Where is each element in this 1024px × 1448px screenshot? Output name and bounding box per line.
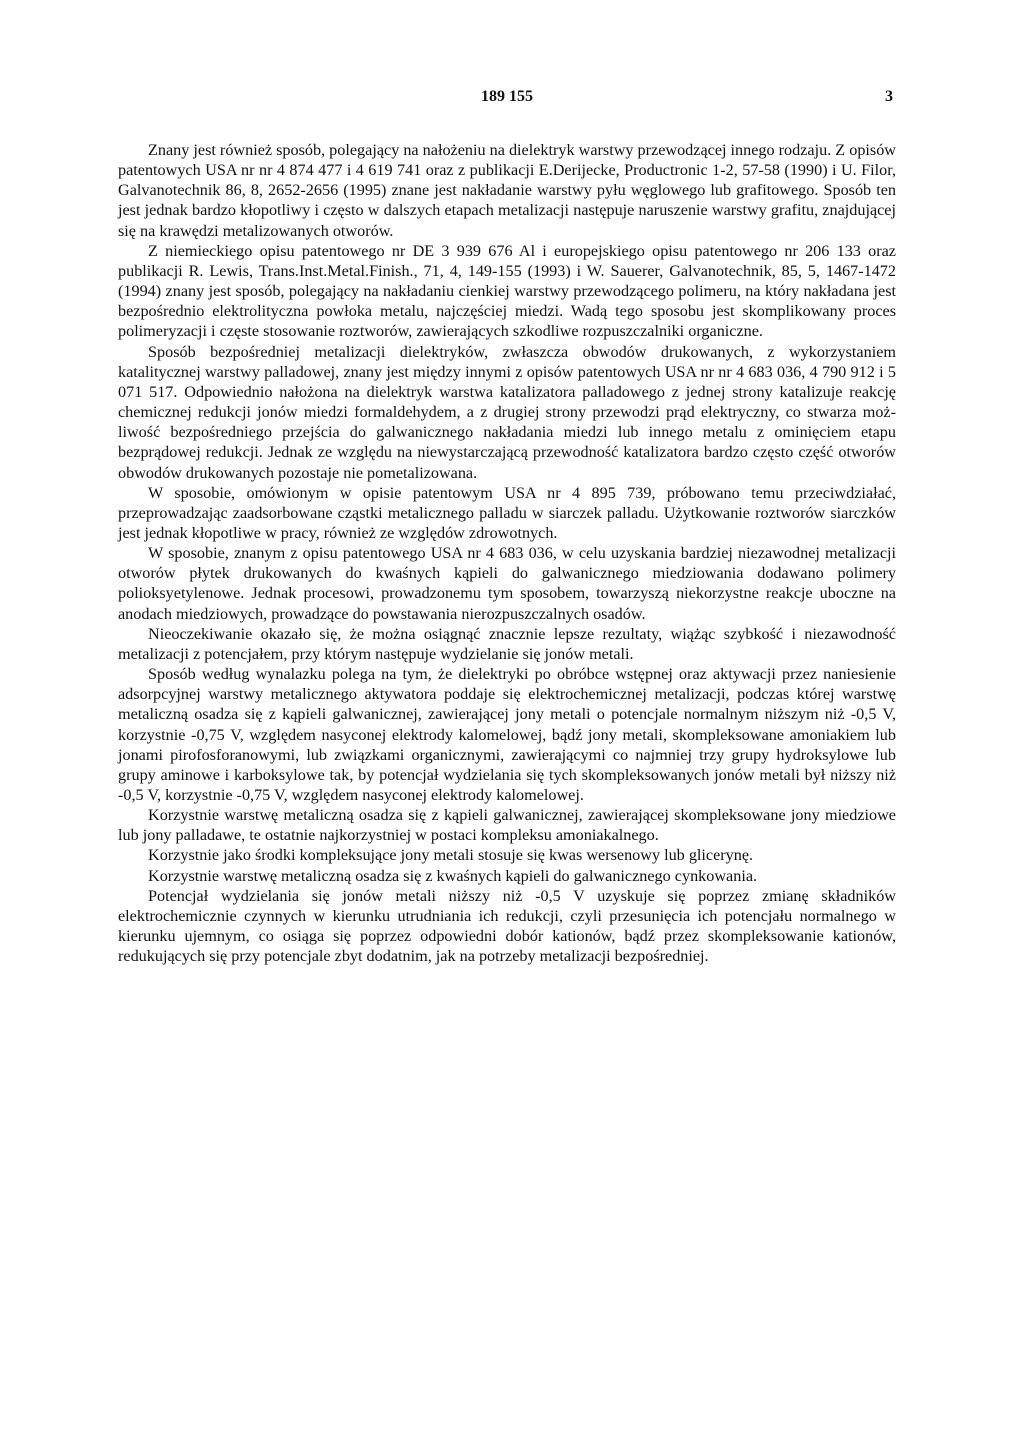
page-header bbox=[118, 88, 896, 112]
paragraph: W sposobie, znanym z opisu patentowego USA nr 4 683 036, w celu uzyskania bardziej niezawodnej metalizacji otworów płytek drukowanych do kwaśnych kąpieli do galwanicznego miedziowania dodawano polimery polioksyetylenowe. Jednak procesowi, prowadzonemu tym sposobem, towarzyszą niekorzystne reakcje uboczne na anodach miedziowych, prowadzące do powstawania nierozpuszczalnych osadów. bbox=[118, 544, 896, 623]
paragraph: Sposób według wynalazku polega na tym, że dielektryki po obróbce wstępnej oraz aktywacji przez naniesienie adsorpcyjnej warstwy metalicznego aktywatora poddaje się elektrochemicznej metalizacji, podczas której warstwę metaliczną osadza się z kąpieli galwanicznej, zawierającej jony metali o potencjale normalnym niższym niż -0,5 V, korzystnie -0,75 V, względem nasyconej elektrody kalomelowej, bądź jony metali, skompleksowane amoniakiem lub jonami pirofosforanowymi, lub związkami organicznymi, zawierającymi co najmniej trzy grupy hydroksylowe lub grupy aminowe i karboksylowe tak, by potencjał wydzielania się tych skompleksowanych jonów metali był niższy niż -0,5 V, korzystnie -0,75 V, względem nasyconej elektrody kalomelowej. bbox=[118, 665, 896, 804]
page-number: 3 bbox=[885, 88, 893, 105]
document-body bbox=[118, 140, 896, 966]
paragraph: Znany jest również sposób, polegający na nałożeniu na dielektryk warstwy przewodzącej innego rodzaju. Z opisów patentowych USA nr nr 4 874 477 i 4 619 741 oraz z publikacji E.Derijecke, Productronic 1-2, 57-58 (1990) i U. Filor, Galvanotechnik 86, 8, 2652-2656 (1995) znane jest nakładanie warstwy pyłu węglowego lub grafitowego. Sposób ten jest jednak bardzo kłopotliwy i często w dalszych etapach metalizacji następuje naruszenie warstwy grafitu, znajdującej się na krawędzi metalizowanych otworów. bbox=[118, 141, 896, 240]
document-page bbox=[118, 0, 896, 1448]
paragraph: Korzystnie jako środki kompleksujące jony metali stosuje się kwas wersenowy lub glicerynę. bbox=[148, 846, 754, 865]
paragraph: W sposobie, omówionym w opisie patentowym USA nr 4 895 739, próbowano temu przeciwdziałać, przeprowadzając zaadsorbowane cząstki metalicznego palladu w siarczek palladu. Użytkowanie roztworów siarczków jest jednak kłopotliwe w pracy, również ze względów zdrowotnych. bbox=[118, 483, 896, 542]
paragraph: Z niemieckiego opisu patentowego nr DE 3 939 676 Al i europejskiego opisu patentowego nr 206 133 oraz publikacji R. Lewis, Trans.Inst.Metal.Finish., 71, 4, 149-155 (1993) i W. Sauerer, Galvanotechnik, 85, 5, 1467-1472 (1994) znany jest sposób, polegający na nakładaniu cienkiej warstwy przewodzącego polimeru, na który nakładana jest bezpośrednio elektrolityczna powłoka metalu, najczęściej miedzi. Wadą tego sposobu jest skomplikowany proces polimeryzacji i częste stosowanie roztworów, zawierających szkodliwe rozpuszczalniki organiczne. bbox=[118, 241, 896, 341]
paragraph: Korzystnie warstwę metaliczną osadza się z kwaśnych kąpieli do galwanicznego cynkowania. bbox=[148, 866, 758, 885]
patent-number: 189 155 bbox=[481, 88, 533, 105]
paragraph: Sposób bezpośredniej metalizacji dielektryków, zwłaszcza obwodów drukowanych, z wykorzystaniem katalitycznej warstwy palladowej, znany jest między innymi z opisów patentowych USA nr nr 4 683 036, 4 790 912 i 5 071 517. Odpowiednio nałożona na dielektryk warstwa katalizatora palladowego z jednej strony katalizuje reakcję chemicznej redukcji jonów miedzi formaldehydem, a z drugiej strony przewodzi prąd elektryczny, co stwarza możliwość bezpośredniego przejścia do galwanicznego nakładania miedzi lub innego metalu z ominięciem etapu bezprądowej redukcji. Jednak ze względu na niewystarczającą przewodność katalizatora bardzo często część otworów obwodów drukowanych pozostaje nie pometalizowana. bbox=[118, 342, 896, 482]
paragraph: Nieoczekiwanie okazało się, że można osiągnąć znacznie lepsze rezultaty, wiążąc szybkość i niezawodność metalizacji z potencjałem, przy którym następuje wydzielanie się jonów metali. bbox=[118, 624, 896, 663]
paragraph: Potencjał wydzielania się jonów metali niższy niż -0,5 V uzyskuje się poprzez zmianę składników elektrochemicznie czynnych w kierunku utrudniania ich redukcji, czyli przesunięcia ich potencjału normalnego w kierunku ujemnym, co osiąga się poprzez odpowiedni dobór kationów, bądź przez skompleksowanie kationów, redukujących się przy potencjale zbyt dodatnim, jak na potrzeby metalizacji bezpośredniej. bbox=[118, 886, 896, 966]
paragraph: Korzystnie warstwę metaliczną osadza się z kąpieli galwanicznej, zawierającej skompleksowane jony miedziowe lub jony palladawe, te ostatnie najkorzystniej w postaci kompleksu amoniakalnego. bbox=[118, 806, 896, 845]
